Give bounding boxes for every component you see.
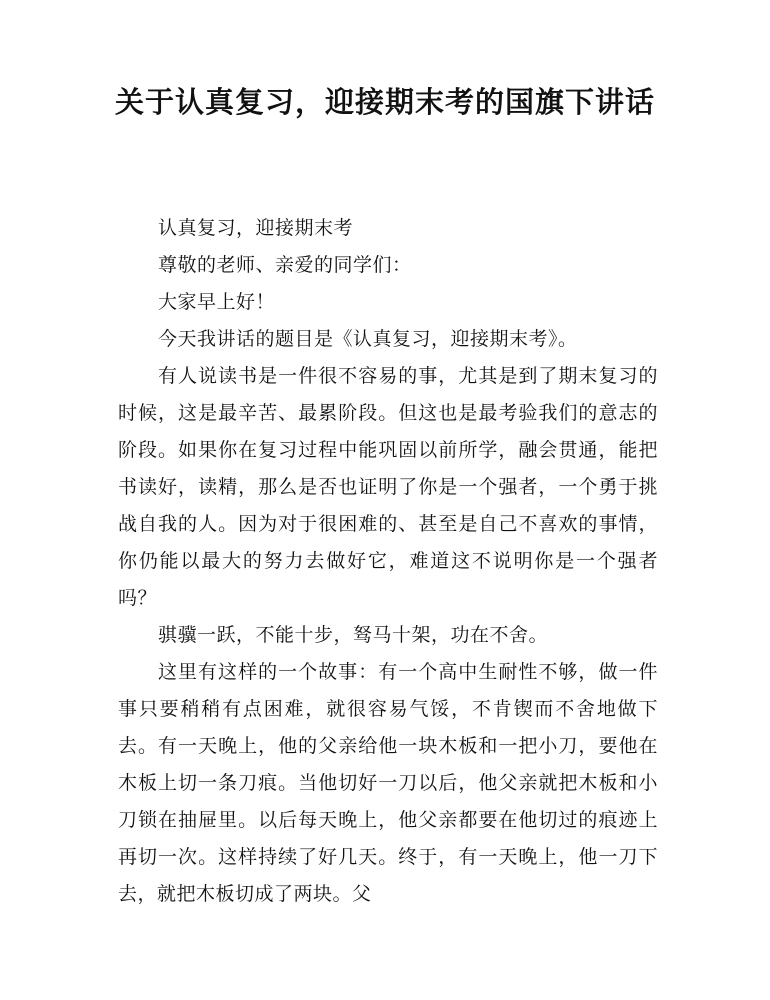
paragraph-topic: 今天我讲话的题目是《认真复习，迎接期末考》。 bbox=[158, 328, 578, 350]
paragraph-salutation: 尊敬的老师、亲爱的同学们： bbox=[158, 254, 412, 276]
paragraph-greeting: 大家早上好！ bbox=[158, 291, 276, 313]
paragraph-quote: 骐骥一跃，不能十步，驽马十架，功在不舍。 bbox=[158, 624, 549, 646]
paragraph-body: 有人说读书是一件很不容易的事，尤其是到了期末复习的时候，这是最辛苦、最累阶段。但这也是最考验我们的意志的阶段。如果你在复习过程中能巩固以前所学，融会贯通，能把书读好，读精，那么是否也证明了你是一个强者，一个勇于挑战自我的人。因为对于很困难的、甚至是自己不喜欢的事情，你仍能以最大的努力去做好它，难道这不说明你是一个强者吗？ bbox=[118, 365, 658, 609]
paragraph-story: 这里有这样的一个故事：有一个高中生耐性不够，做一件事只要稍稍有点困难，就很容易气馁，不肯锲而不舍地做下去。有一天晚上，他的父亲给他一块木板和一把小刀，要他在木板上切一条刀痕。当他切好一刀以后，他父亲就把木板和小刀锁在抽屉里。以后每天晚上，他父亲都要在他切过的痕迹上再切一次。这样持续了好几天。终于，有一天晚上，他一刀下去，就把木板切成了两块。父 bbox=[118, 661, 658, 905]
paragraph-subtitle: 认真复习，迎接期末考 bbox=[158, 217, 354, 239]
document-title: 关于认真复习，迎接期末考的国旗下讲话 bbox=[114, 85, 655, 119]
document-body bbox=[118, 210, 658, 913]
